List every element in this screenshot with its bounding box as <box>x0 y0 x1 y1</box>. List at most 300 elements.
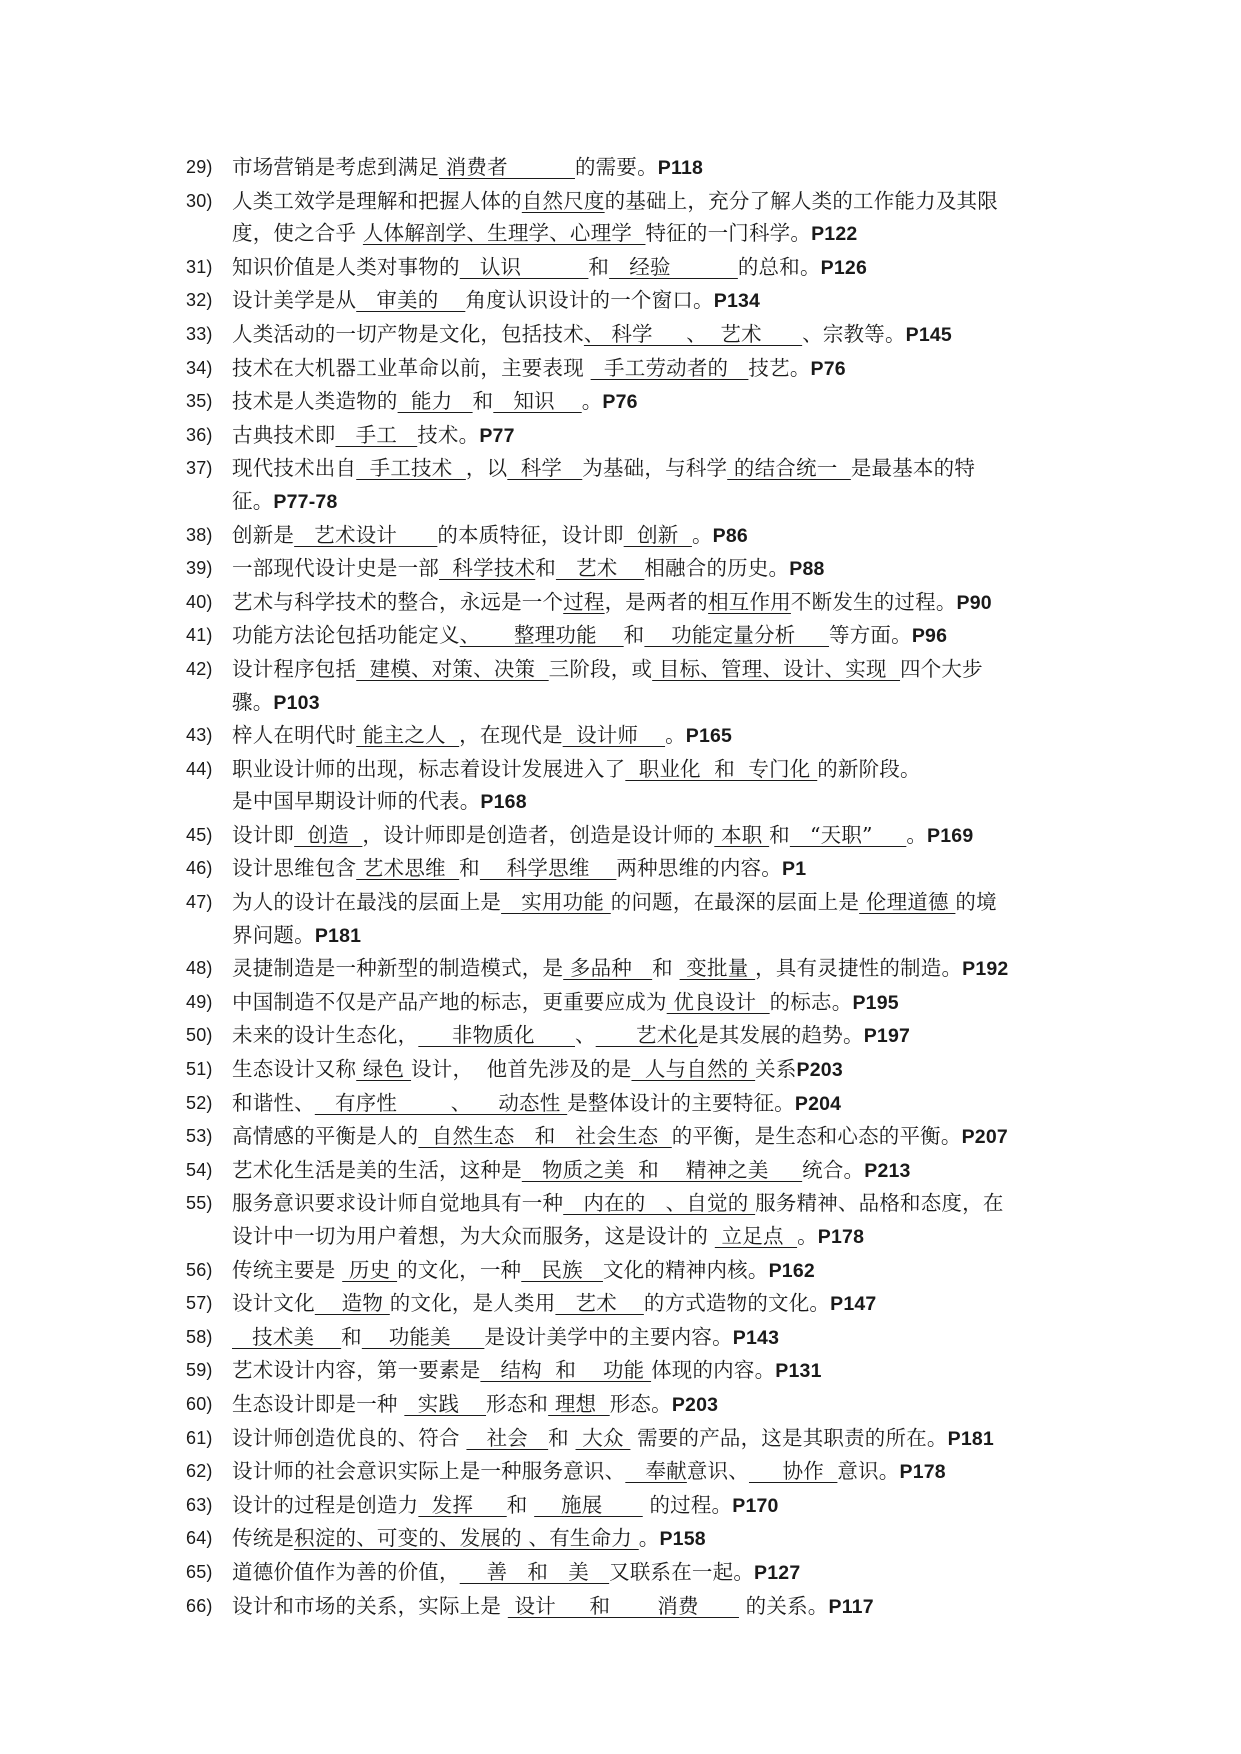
question-item <box>186 318 1066 352</box>
question-number: 62) <box>186 1461 213 1482</box>
question-line <box>232 284 1066 318</box>
answer-blank: 技术美 <box>232 1324 342 1349</box>
question-text: 为人的设计在最浅的层面上是 <box>232 890 502 915</box>
answer-blank: 手工技术 <box>356 456 466 481</box>
answer-blank: 科学 <box>507 456 583 481</box>
answer-blank: 审美的 <box>356 288 466 313</box>
question-text: 的总和。 <box>737 254 821 279</box>
question-line <box>232 586 1066 620</box>
question-text: 技艺。 <box>748 355 811 380</box>
question-text: 生态设计又称 <box>232 1057 357 1082</box>
question-line <box>232 1154 1066 1188</box>
question-item <box>186 419 1066 453</box>
question-text: 梓人在明代时 <box>232 723 357 748</box>
question-line <box>232 753 1066 786</box>
question-text: 。 <box>581 389 603 414</box>
question-item <box>186 1556 1066 1590</box>
question-number: 53) <box>186 1126 213 1147</box>
question-text: 设计中一切为用户着想，为大众而服务，这是设计的 <box>232 1224 715 1248</box>
question-text: 的境 <box>955 890 997 915</box>
question-number: 56) <box>186 1259 213 1280</box>
question-text: 和 <box>506 1492 535 1517</box>
question-line <box>232 1354 1066 1388</box>
question-item <box>186 1321 1066 1355</box>
question-line <box>232 1019 1066 1053</box>
question-item <box>186 1388 1066 1422</box>
answer-blank: 大众 <box>575 1425 631 1450</box>
question-item <box>186 819 1066 853</box>
question-text: 设计的过程是创造力 <box>232 1492 419 1517</box>
question-item <box>186 1422 1066 1456</box>
question-number: 57) <box>186 1293 213 1314</box>
answer-blank: 自然尺度 <box>521 188 605 213</box>
answer-blank: 造物 <box>314 1291 390 1316</box>
answer-blank: 理想 <box>548 1391 610 1416</box>
question-number: 32) <box>186 290 213 311</box>
answer-blank: 多品种 <box>563 956 653 981</box>
question-text: 高情感的平衡是人的 <box>232 1124 419 1149</box>
question-text: 的平衡，是生态和心态的平衡。 <box>671 1124 962 1149</box>
question-item <box>186 653 1066 719</box>
question-text: 和 <box>588 254 610 279</box>
question-line <box>232 217 1066 251</box>
question-text: 。 <box>665 723 686 748</box>
page-reference: P77-78 <box>273 490 338 513</box>
page-reference: P213 <box>864 1159 911 1182</box>
question-number: 51) <box>186 1059 213 1080</box>
question-item <box>186 753 1066 819</box>
question-line <box>232 719 1066 753</box>
question-text: 。 <box>691 522 713 547</box>
answer-blank: 过程 <box>563 589 605 614</box>
page-reference: P158 <box>659 1528 706 1551</box>
question-line <box>232 151 1066 185</box>
question-text: 是整体设计的主要特征。 <box>567 1090 795 1115</box>
question-item <box>186 1287 1066 1321</box>
question-number: 63) <box>186 1494 213 1515</box>
question-number: 43) <box>186 725 213 746</box>
question-line <box>232 552 1066 586</box>
page-reference: P127 <box>754 1561 801 1584</box>
question-text: 形态和 <box>486 1391 549 1416</box>
question-text: 是中国早期设计师的代表。 <box>232 789 481 814</box>
question-text: 设计， 他首先涉及的是 <box>411 1057 632 1082</box>
question-text: 传统是 <box>232 1526 295 1551</box>
answer-blank: 设计 和 消费 <box>507 1593 739 1618</box>
question-text: 的问题，在最深的层面上是 <box>610 890 860 915</box>
answer-blank: 人与自然的 <box>631 1057 756 1082</box>
question-text: 道德价值作为善的价值， <box>232 1559 460 1584</box>
question-text: 和 <box>769 822 790 847</box>
page-reference: P203 <box>796 1059 843 1082</box>
question-text: 不断发生的过程。 <box>790 589 957 614</box>
question-item <box>186 619 1066 653</box>
question-text: 的方式造物的文化。 <box>643 1291 831 1316</box>
answer-blank: 人体解剖学、生理学、心理学 <box>362 221 646 246</box>
question-text: 生态设计即是一种 <box>232 1391 405 1416</box>
question-item <box>186 151 1066 185</box>
question-number: 36) <box>186 424 213 445</box>
question-line <box>232 619 1066 653</box>
question-number: 29) <box>186 157 213 177</box>
answer-blank: 优良设计 <box>666 989 770 1014</box>
question-text: 意识、 <box>686 1459 749 1484</box>
question-number: 50) <box>186 1025 213 1046</box>
answer-blank: 设计师 <box>562 723 666 748</box>
question-item <box>186 886 1066 952</box>
question-line <box>232 1422 1066 1456</box>
question-number: 52) <box>186 1092 213 1113</box>
question-text: 意识。 <box>837 1459 900 1484</box>
question-text: 度，使之合乎 <box>232 221 363 246</box>
answer-blank: 善 和 美 <box>459 1559 610 1584</box>
question-text: 和 <box>652 956 680 981</box>
question-text: ，以 <box>465 456 508 481</box>
question-number: 30) <box>186 190 213 211</box>
page-reference: P96 <box>911 625 948 648</box>
question-line <box>232 1321 1066 1355</box>
page-reference: P181 <box>314 924 362 947</box>
question-text: 界问题。 <box>232 922 315 947</box>
question-line <box>232 1287 1066 1321</box>
question-number: 60) <box>186 1393 213 1414</box>
question-item <box>186 452 1066 518</box>
page-reference: P170 <box>732 1494 779 1517</box>
question-number: 46) <box>186 858 213 879</box>
answer-blank: 自然生态 和 社会生态 <box>418 1124 672 1149</box>
answer-blank: 经验 <box>609 254 738 279</box>
question-number: 34) <box>186 357 213 378</box>
page-reference: P165 <box>685 725 733 748</box>
question-line <box>232 1522 1066 1556</box>
question-item <box>186 952 1066 986</box>
question-item <box>186 352 1066 386</box>
answer-blank: 、 科学 、 艺术 <box>583 321 803 346</box>
page-reference: P192 <box>962 958 1009 981</box>
page-reference: P76 <box>810 357 846 380</box>
question-list <box>186 151 1066 1623</box>
answer-blank: 历史 <box>342 1257 398 1282</box>
question-text: ，是两者的 <box>604 589 709 614</box>
answer-blank: 民族 <box>521 1257 603 1282</box>
question-text: 。 <box>906 822 928 847</box>
answer-blank: 科学技术 <box>439 556 536 581</box>
question-line <box>232 1489 1066 1523</box>
question-text: 知识价值是人类对事物的 <box>232 254 460 279</box>
page-reference: P195 <box>852 991 899 1014</box>
question-line <box>232 919 1066 953</box>
question-text: 设计程序包括 <box>232 656 357 681</box>
question-number: 37) <box>186 458 213 479</box>
question-item <box>186 986 1066 1020</box>
question-line <box>232 653 1066 686</box>
question-text: 的新阶段。 <box>817 756 921 781</box>
question-item <box>186 1087 1066 1121</box>
question-number: 42) <box>186 658 213 679</box>
page-reference: P90 <box>956 591 992 614</box>
question-text: 和谐性、 <box>232 1090 315 1115</box>
page-reference: P143 <box>732 1326 780 1349</box>
question-text: 传统主要是 <box>232 1257 343 1282</box>
page-reference: P131 <box>775 1360 822 1383</box>
question-line <box>232 1220 1066 1254</box>
question-item <box>186 284 1066 318</box>
answer-blank: 艺术 <box>555 1291 644 1316</box>
question-item <box>186 185 1066 251</box>
answer-blank: 相互作用 <box>708 589 791 614</box>
question-text: 功能方法论包括功能定义 <box>232 623 460 648</box>
question-text: 人类活动的一切产物是文化，包括技术 <box>232 321 584 346</box>
question-text: 形态。 <box>609 1391 672 1416</box>
question-item <box>186 1187 1066 1253</box>
question-text: 的文化，一种 <box>397 1257 522 1282</box>
question-text: 设计师创造优良的、符合 <box>232 1425 467 1450</box>
question-number: 61) <box>186 1427 213 1448</box>
answer-blank: 绿色 <box>356 1057 412 1082</box>
question-number: 54) <box>186 1159 213 1180</box>
page-reference: P178 <box>817 1226 865 1248</box>
question-number: 44) <box>186 758 213 779</box>
answer-blank: 目标、管理、设计、实现 <box>652 656 901 681</box>
question-text: ，具有灵捷性的制造。 <box>755 956 963 981</box>
question-item <box>186 1590 1066 1624</box>
question-line <box>232 819 1066 853</box>
page-reference: P147 <box>830 1293 877 1316</box>
question-text: 设计即 <box>232 822 295 847</box>
question-text: 又联系在一起。 <box>609 1559 755 1584</box>
question-text: 和 <box>459 856 480 881</box>
question-line <box>232 1254 1066 1288</box>
question-text: 艺术化生活是美的生活，这种是 <box>232 1157 522 1182</box>
question-line <box>232 485 1066 519</box>
page-reference: P103 <box>273 691 320 714</box>
question-line <box>232 519 1066 553</box>
question-text: 、 <box>575 1023 596 1048</box>
question-text: 灵捷制造是一种新型的制造模式，是 <box>232 956 564 981</box>
answer-blank: 积淀的、可变的、发展的 、有生命力 <box>294 1526 639 1551</box>
page-reference: P204 <box>794 1092 842 1115</box>
question-text: 的文化，是人类用 <box>389 1291 556 1316</box>
answer-blank: 实践 <box>404 1391 487 1416</box>
question-text: 文化的精神内核。 <box>602 1257 769 1282</box>
page-reference: P86 <box>712 524 748 547</box>
page-reference: P88 <box>789 558 825 581</box>
answer-blank: 能主之人 <box>356 723 460 748</box>
question-text: ，设计师即是创造者，创造是设计师的 <box>362 822 715 847</box>
question-item <box>186 852 1066 886</box>
question-text: 设计文化 <box>232 1291 315 1316</box>
question-item <box>186 586 1066 620</box>
question-text: 市场营销是考虑到满足 <box>232 155 439 179</box>
question-number: 47) <box>186 892 213 913</box>
answer-blank: 内在的 、自觉的 <box>563 1191 756 1216</box>
answer-blank: 社会 <box>466 1425 549 1450</box>
question-text: 。 <box>797 1224 818 1248</box>
answer-blank: 施展 <box>534 1492 643 1517</box>
page-reference: P162 <box>768 1259 815 1282</box>
question-text: 。 <box>638 1526 660 1551</box>
question-item <box>186 251 1066 285</box>
question-text: 设计美学是从 <box>232 288 357 313</box>
question-number: 33) <box>186 323 213 344</box>
question-text: 的需要。 <box>574 155 658 179</box>
page-reference: P134 <box>713 290 761 313</box>
question-number: 35) <box>186 391 213 412</box>
answer-blank: 消费者 <box>439 155 575 179</box>
question-text: 创新是 <box>232 522 295 547</box>
question-item <box>186 1254 1066 1288</box>
answer-blank: 实用功能 <box>501 890 611 915</box>
question-text: 的本质特征，设计即 <box>437 522 624 547</box>
question-number: 58) <box>186 1326 213 1347</box>
question-item <box>186 1489 1066 1523</box>
question-line <box>232 1120 1066 1154</box>
question-text: 等方面。 <box>829 623 912 648</box>
answer-blank: 物质之美 和 精神之美 <box>521 1157 803 1182</box>
question-line <box>232 1053 1066 1087</box>
question-item <box>186 1354 1066 1388</box>
question-text: 三阶段，或 <box>548 656 653 681</box>
answer-blank: 艺术设计 <box>294 522 438 547</box>
answer-blank: 立足点 <box>714 1224 798 1248</box>
question-text: 为基础，与科学 <box>582 456 728 481</box>
answer-blank: “天职” <box>789 822 907 847</box>
question-item <box>186 1455 1066 1489</box>
question-item <box>186 1120 1066 1154</box>
answer-blank: 手工劳动者的 <box>590 355 749 380</box>
question-number: 45) <box>186 824 213 845</box>
question-number: 65) <box>186 1561 213 1582</box>
question-line <box>232 1388 1066 1422</box>
page-reference: P122 <box>811 223 858 246</box>
question-line <box>232 952 1066 986</box>
question-number: 41) <box>186 625 213 646</box>
question-line <box>232 251 1066 285</box>
question-text: 一部现代设计史是一部 <box>232 556 439 581</box>
question-text: 技术是人类造物的 <box>232 389 398 414</box>
page-reference: P77 <box>479 424 515 447</box>
question-number: 66) <box>186 1595 213 1616</box>
page-reference: P117 <box>828 1595 874 1618</box>
question-text: 人类工效学是理解和把握人体的 <box>232 188 522 213</box>
question-text: 和 <box>535 556 556 581</box>
answer-blank: 功能定量分析 <box>644 623 830 648</box>
question-text: 和 <box>548 1425 576 1450</box>
answer-blank: 创造 <box>294 822 363 847</box>
page-reference: P126 <box>820 256 867 279</box>
question-line <box>232 1187 1066 1220</box>
answer-blank: 创新 <box>623 522 692 547</box>
question-item <box>186 519 1066 553</box>
question-number: 48) <box>186 958 213 979</box>
question-line <box>232 318 1066 352</box>
answer-blank: 艺术思维 <box>356 856 460 881</box>
question-text: 服务意识要求设计师自觉地具有一种 <box>232 1191 564 1216</box>
question-text: 现代技术出自 <box>232 456 357 481</box>
answer-blank: 发挥 <box>418 1492 507 1517</box>
question-line <box>232 1590 1066 1624</box>
question-line <box>232 352 1066 386</box>
answer-blank: 结构 和 功能 <box>480 1358 652 1383</box>
answer-blank: 本职 <box>714 822 770 847</box>
question-number: 39) <box>186 558 213 579</box>
answer-blank: 变批量 <box>679 956 756 981</box>
question-line <box>232 419 1066 453</box>
question-text: 服务精神、品格和态度，在 <box>755 1191 1004 1216</box>
answer-blank: 艺术化 <box>595 1023 699 1048</box>
question-item <box>186 552 1066 586</box>
question-line <box>232 686 1066 720</box>
answer-blank: 非物质化 <box>418 1023 575 1048</box>
question-text: 技术在大机器工业革命以前，主要表现 <box>232 355 591 380</box>
question-text: 是设计美学中的主要内容。 <box>484 1324 733 1349</box>
question-text: 、宗教等。 <box>802 321 906 346</box>
answer-blank: 有序性 、 动态性 <box>314 1090 568 1115</box>
question-item <box>186 1522 1066 1556</box>
question-number: 40) <box>186 591 213 612</box>
question-item <box>186 1053 1066 1087</box>
question-text: 未来的设计生态化， <box>232 1023 419 1048</box>
question-number: 55) <box>186 1193 213 1214</box>
answer-blank: 手工 <box>335 422 418 447</box>
question-text: 的标志。 <box>769 989 853 1014</box>
question-line <box>232 1556 1066 1590</box>
answer-blank: 奉献 <box>625 1459 687 1484</box>
question-line <box>232 185 1066 218</box>
question-text: 关系 <box>755 1057 797 1082</box>
question-text: 艺术与科学技术的整合，永远是一个 <box>232 589 564 614</box>
question-item <box>186 385 1066 419</box>
question-line <box>232 1455 1066 1489</box>
answer-blank: 建模、对策、决策 <box>356 656 549 681</box>
page-reference: P181 <box>947 1427 994 1450</box>
question-text: 古典技术即 <box>232 422 336 447</box>
question-text: 需要的产品，这是其职责的所在。 <box>630 1425 948 1450</box>
question-text: 统合。 <box>802 1157 865 1182</box>
answer-blank: 伦理道德 <box>859 890 956 915</box>
question-line <box>232 886 1066 919</box>
question-number: 64) <box>186 1528 213 1549</box>
page-reference: P168 <box>480 791 527 814</box>
question-text: 技术。 <box>417 422 480 447</box>
answer-blank: 科学思维 <box>479 856 617 881</box>
page-reference: P207 <box>961 1126 1008 1149</box>
answer-blank: 能力 <box>397 389 473 414</box>
answer-blank: 、 整理功能 <box>459 623 624 648</box>
question-line <box>232 385 1066 419</box>
answer-blank: 协作 <box>748 1459 838 1484</box>
question-text: 相融合的历史。 <box>644 556 790 581</box>
page-reference: P1 <box>782 858 807 881</box>
question-text: 中国制造不仅是产品产地的标志，更重要应成为 <box>232 989 667 1014</box>
question-line <box>232 785 1066 819</box>
question-item <box>186 719 1066 753</box>
question-number: 38) <box>186 524 213 545</box>
question-text: 和 <box>341 1324 362 1349</box>
question-text: 设计思维包含 <box>232 856 357 881</box>
answer-blank: 知识 <box>493 389 582 414</box>
question-text: 设计和市场的关系，实际上是 <box>232 1593 508 1618</box>
question-text: 征。 <box>232 488 274 513</box>
page-reference: P169 <box>927 824 974 847</box>
question-item <box>186 1019 1066 1053</box>
question-line <box>232 852 1066 886</box>
question-text: 的过程。 <box>642 1492 733 1517</box>
question-line <box>232 1087 1066 1121</box>
question-text: 是最基本的特 <box>850 456 976 481</box>
question-text: 职业设计师的出现，标志着设计发展进入了 <box>232 756 626 781</box>
question-text: 和 <box>623 623 645 648</box>
